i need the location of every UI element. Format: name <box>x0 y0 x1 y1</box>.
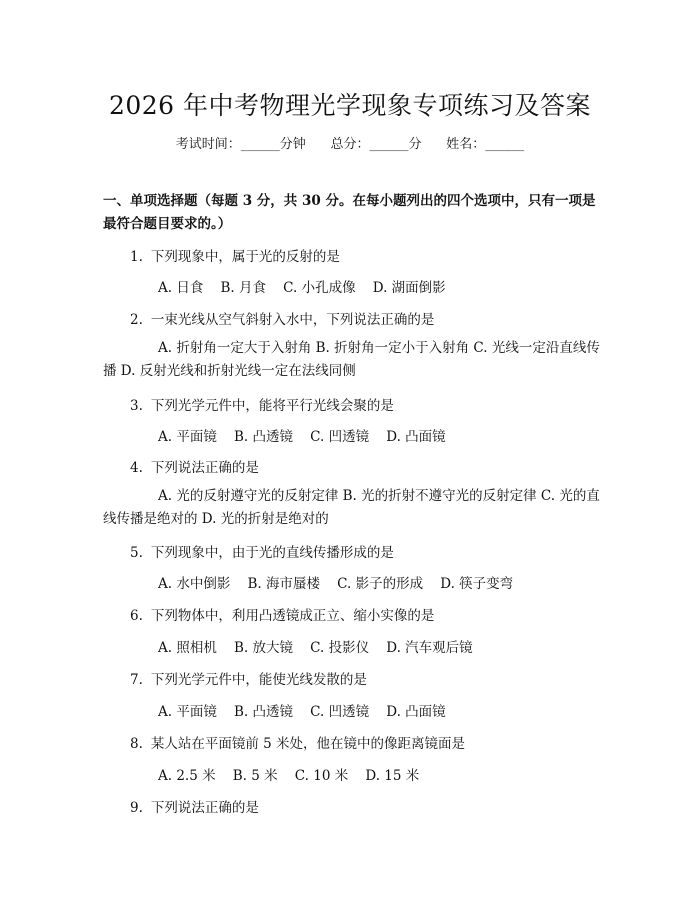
question-number: 4. <box>130 460 143 476</box>
exam-info-line: 考试时间：______分钟 总分：______分 姓名：______ <box>175 137 525 152</box>
question-8-options: A. 2.5 米 B. 5 米 C. 10 米 D. 15 米 <box>158 768 420 784</box>
question-4 <box>130 456 259 476</box>
question-1-options: A. 日食 B. 月食 C. 小孔成像 D. 湖面倒影 <box>158 280 446 296</box>
question-number: 6. <box>130 608 143 624</box>
question-6-options: A. 照相机 B. 放大镜 C. 投影仪 D. 汽车观后镜 <box>158 640 473 656</box>
question-3 <box>130 394 394 414</box>
question-number: 8. <box>130 736 143 752</box>
question-stem: 下列现象中，属于光的反射的是 <box>150 249 340 265</box>
document-title: 2026 年中考物理光学现象专项练习及答案 <box>108 91 592 120</box>
question-stem: 下列光学元件中，能将平行光线会聚的是 <box>150 398 394 414</box>
section-heading: 一、单项选择题（每题 3 分，共 30 分。在每小题列出的四个选项中，只有一项是最符合题目要求的。） <box>103 193 596 232</box>
question-7-options: A. 平面镜 B. 凸透镜 C. 凹透镜 D. 凸面镜 <box>158 704 446 720</box>
question-stem: 下列现象中，由于光的直线传播形成的是 <box>150 545 394 561</box>
question-3-options: A. 平面镜 B. 凸透镜 C. 凹透镜 D. 凸面镜 <box>158 429 446 445</box>
question-1 <box>130 245 340 265</box>
question-stem: 某人站在平面镜前 5 米处，他在镜中的像距离镜面是 <box>150 736 466 752</box>
question-6 <box>130 604 434 624</box>
question-stem: 下列说法正确的是 <box>150 460 259 476</box>
question-number: 1. <box>130 249 143 265</box>
question-stem: 一束光线从空气斜射入水中，下列说法正确的是 <box>150 312 435 328</box>
question-number: 5. <box>130 545 143 561</box>
question-2-options: A. 折射角一定大于入射角 B. 折射角一定小于入射角 C. 光线一定沿直线传播 D. 反射光线和折射光线一定在法线同侧 <box>103 340 600 379</box>
question-7 <box>130 668 367 688</box>
question-number: 3. <box>130 398 143 414</box>
question-stem: 下列光学元件中，能使光线发散的是 <box>150 672 367 688</box>
question-number: 2. <box>130 312 143 328</box>
question-5-options: A. 水中倒影 B. 海市蜃楼 C. 影子的形成 D. 筷子变弯 <box>158 576 514 592</box>
question-stem: 下列说法正确的是 <box>150 800 259 816</box>
question-4-options: A. 光的反射遵守光的反射定律 B. 光的折射不遵守光的反射定律 C. 光的直线传播是绝对的 D. 光的折射是绝对的 <box>103 488 600 527</box>
question-number: 9. <box>130 800 143 816</box>
question-9 <box>130 796 259 816</box>
question-5 <box>130 541 394 561</box>
question-stem: 下列物体中，利用凸透镜成正立、缩小实像的是 <box>150 608 435 624</box>
question-8 <box>130 732 465 752</box>
question-number: 7. <box>130 672 143 688</box>
question-2 <box>130 308 434 328</box>
